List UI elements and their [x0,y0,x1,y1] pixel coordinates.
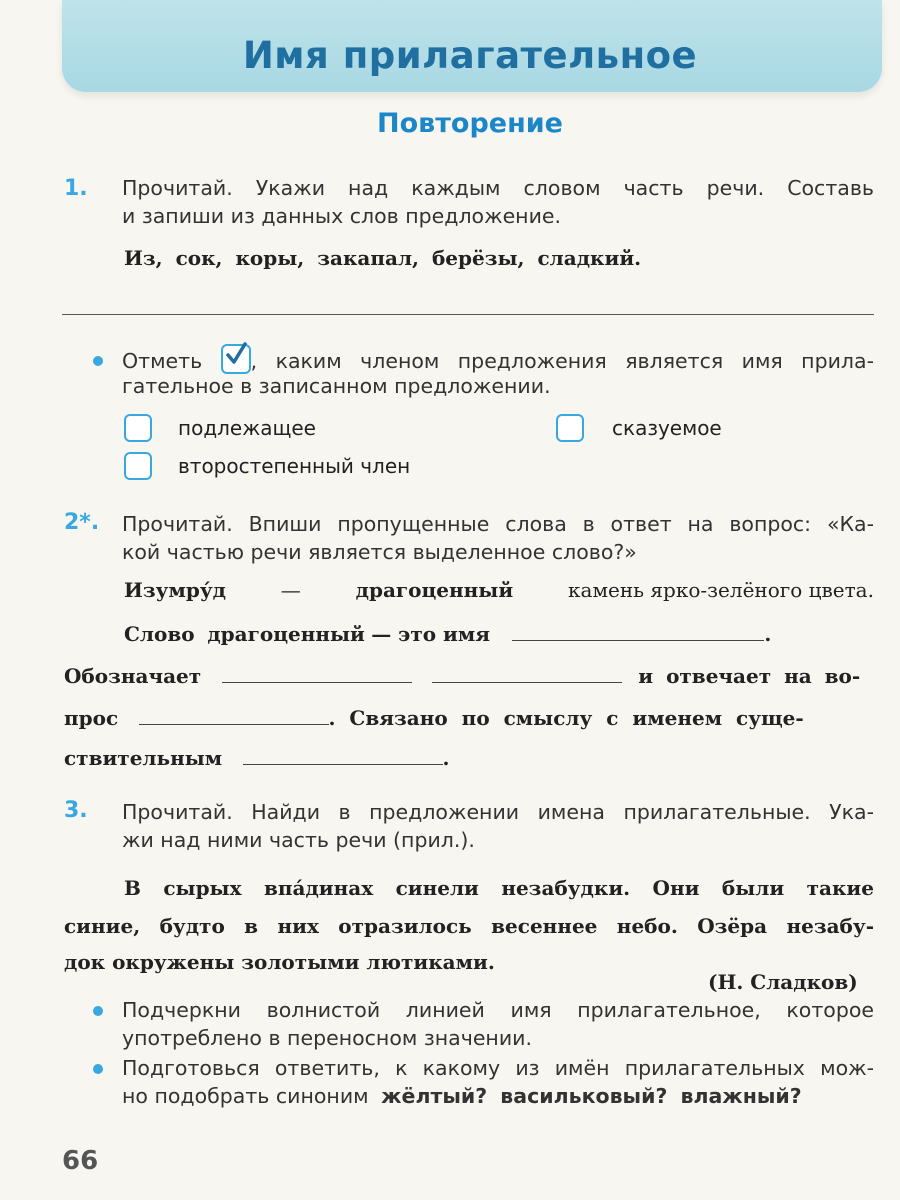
check-instruction-end: , каким членом предложения является имя прила- [250,349,874,373]
task-3-bullet-1-line-2: употреблено в переносном значении. [122,1026,532,1050]
task-3-instruction-line-2: жи над ними часть речи (прил.). [122,828,475,852]
task-2-line-5 [64,738,449,778]
checkbox-subject[interactable] [124,414,152,442]
task-2-line-1 [124,570,874,610]
task-2-line-2 [124,614,874,654]
answer-line [62,314,874,315]
word-sushchestvitelnym: ствительным [64,746,223,770]
task-1-instruction-line-1: Прочитай. Укажи над каждым словом часть речи. Составь [122,176,874,200]
task-1-number: 1. [64,176,88,201]
task-3-text-line-3: док окружены золотыми лютиками. [64,950,495,974]
word-vopros: прос [64,706,119,730]
task-1-instruction-line-2: и запиши из данных слов предложение. [122,204,562,228]
line-4-rest: . Связано по смыслу с именем суще- [328,706,804,730]
option-predicate-label: сказуемое [612,416,722,440]
dash: — [280,578,301,602]
task-2-instruction-line-2: кой частью речи является выделенное слово?» [122,540,637,564]
task-2-instruction-line-1: Прочитай. Впиши пропущенные слова в ответ на вопрос: «Ка- [122,512,874,536]
bullet-icon [93,1064,103,1074]
bullet-2-text: но подобрать синоним [122,1084,369,1108]
page-title: Имя прилагательное [242,34,698,77]
task-3-bullet-1-line-1: Подчеркни волнистой линией имя прилагательное, которое [122,998,874,1022]
section-title: Повторение [377,108,563,139]
task-3-text-line-2: синие, будто в них отразилось весеннее небо. Озёра незабу- [64,914,874,938]
blank-field[interactable] [222,666,412,683]
author: (Н. Сладков) [708,970,858,994]
line-1-rest: камень ярко-зелёного цвета. [568,578,874,602]
task-2-line-3 [64,656,874,696]
blank-field[interactable] [243,748,443,765]
period: . [442,746,450,770]
task-1-words: Из, сок, коры, закапал, берёзы, сладкий. [124,246,642,270]
highlighted-word-2: драгоценный [207,622,365,646]
highlighted-word: драгоценный [355,578,514,602]
checkbox-predicate[interactable] [556,414,584,442]
task-3-bullet-2-line-1: Подготовься ответить, к какому из имён прилагательных мож- [122,1056,874,1080]
check-instruction-start: Отметь [122,349,203,373]
checkmark-icon [221,344,251,374]
task-2-number: 2*. [64,510,100,535]
period: . [764,622,772,646]
blank-field[interactable] [432,666,622,683]
option-subject-label: подлежащее [178,416,316,440]
blank-field[interactable] [512,624,764,641]
task-3-number: 3. [64,798,88,823]
line-2-rest: — это имя [371,622,491,646]
bullet-icon [93,1006,103,1016]
line-3-rest: и отвечает на во- [638,664,861,688]
task-1-check-line-2: гательное в записанном предложении. [122,374,551,398]
synonym-options: жёлтый? васильковый? влажный? [381,1084,802,1108]
word-slovo: Слово [124,622,195,646]
bullet-icon [93,356,103,366]
blank-field[interactable] [139,708,329,725]
word-oboznachaet: Обозначает [64,664,202,688]
task-3-bullet-2-line-2 [122,1082,874,1110]
emerald-word: Изумру́д [124,578,226,602]
task-3-instruction-line-1: Прочитай. Найди в предложении имена прилагательные. Ука- [122,800,874,824]
task-3-text-line-1: В сырых впа́динах синели незабудки. Они были такие [124,876,874,900]
task-1-check-line-1 [122,344,874,375]
checkbox-secondary-member[interactable] [124,452,152,480]
option-secondary-member-label: второстепенный член [178,454,411,478]
page-number: 66 [62,1146,99,1176]
task-2-line-4 [64,698,874,738]
